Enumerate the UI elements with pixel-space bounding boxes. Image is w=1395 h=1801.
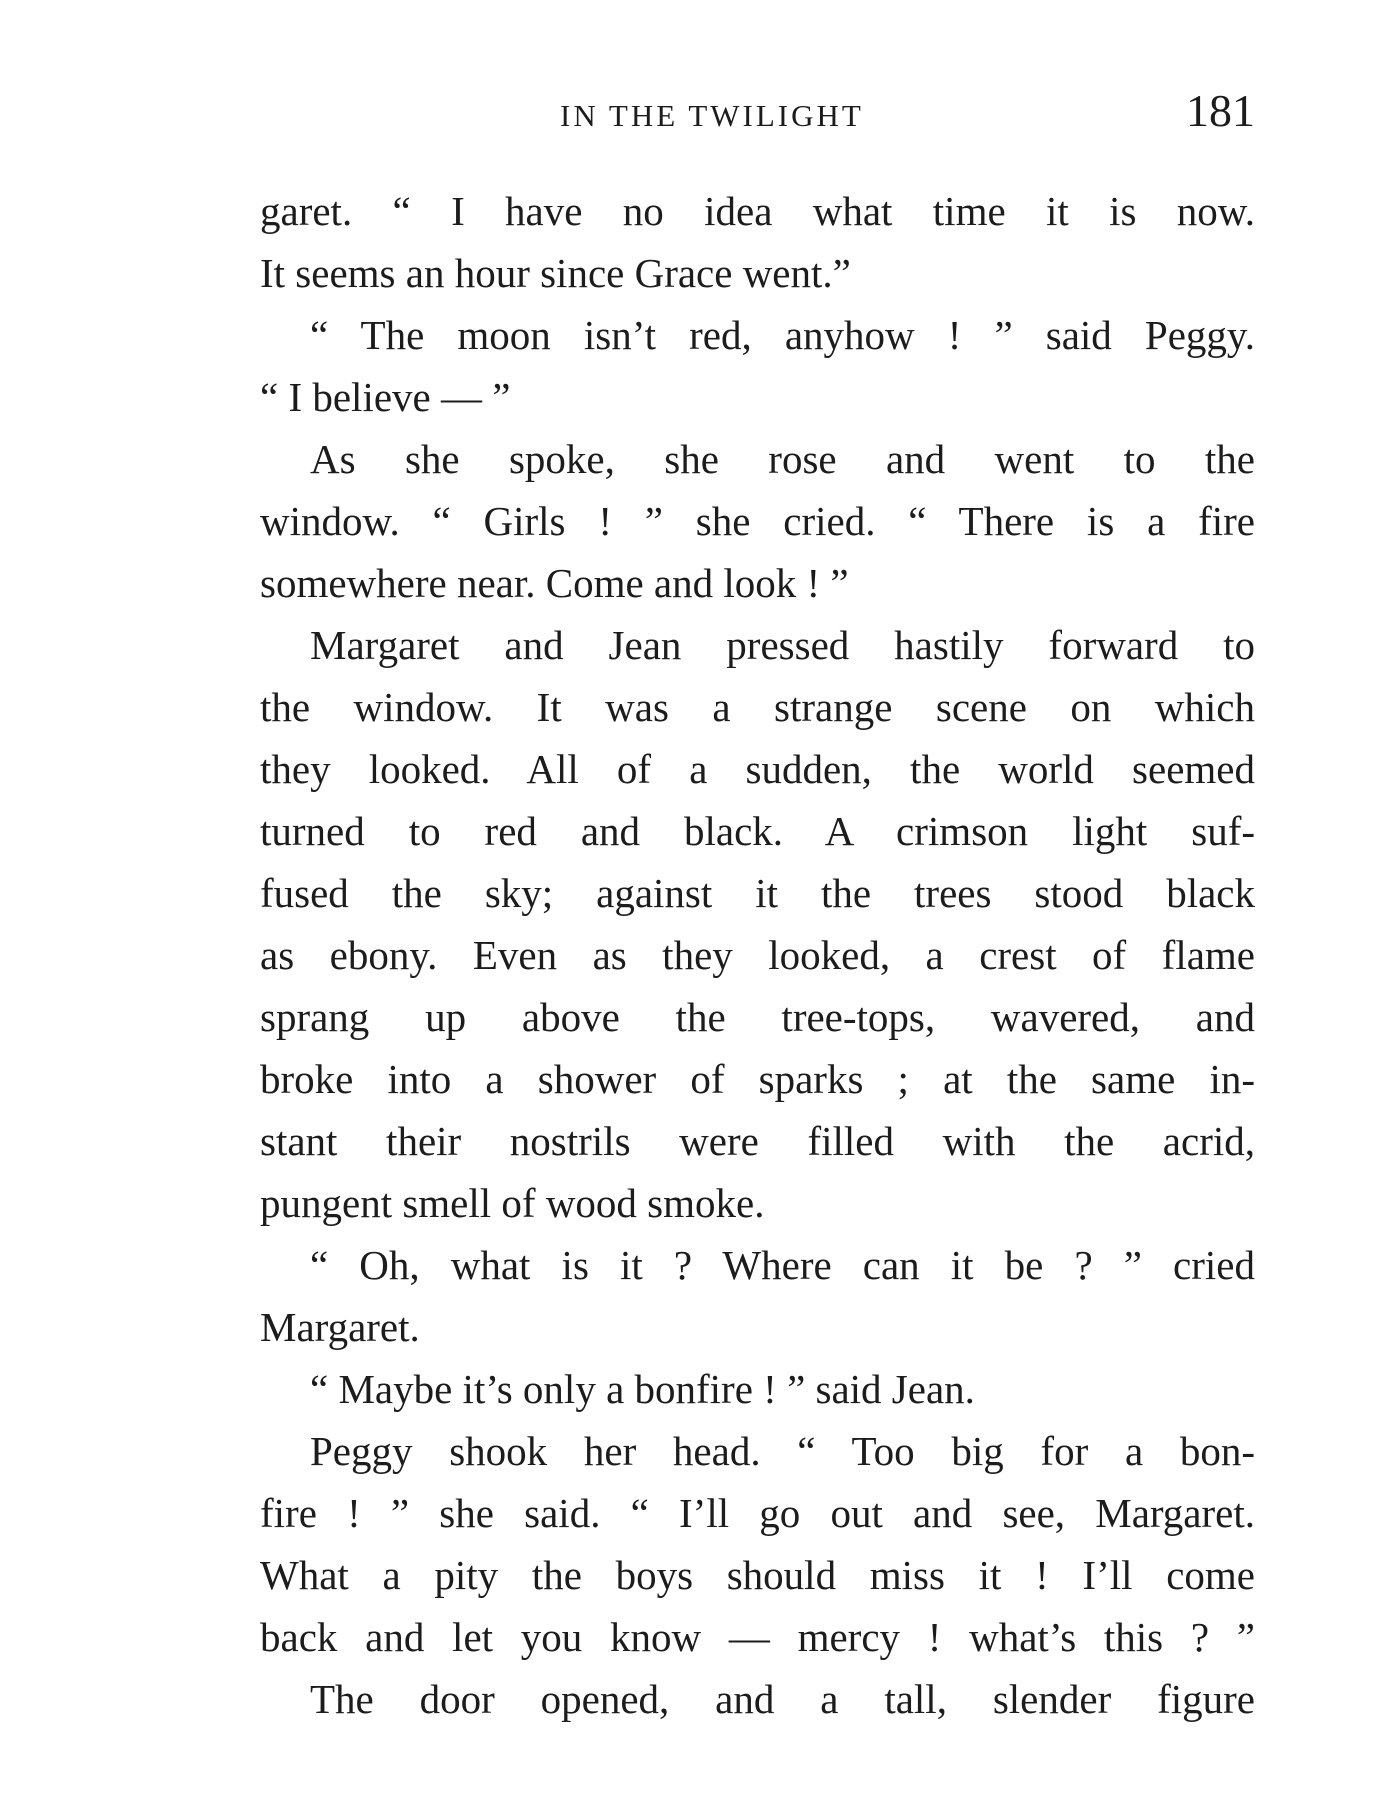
text-line: What a pity the boys should miss it ! I’ll come (260, 1552, 1255, 1598)
text-line: “ Oh, what is it ? Where can it be ? ” cried (310, 1242, 1255, 1288)
text-line: Margaret. (260, 1304, 420, 1350)
text-line: “ Maybe it’s only a bonfire ! ” said Jean. (310, 1366, 975, 1412)
text-line: “ I believe — ” (260, 374, 511, 420)
page-number: 181 (1186, 85, 1255, 136)
text-line: back and let you know — mercy ! what’s this ? ” (260, 1614, 1255, 1660)
text-line: Peggy shook her head. “ Too big for a bon- (310, 1428, 1255, 1474)
text-line: broke into a shower of sparks ; at the same in- (260, 1056, 1255, 1102)
text-line: “ The moon isn’t red, anyhow ! ” said Peggy. (310, 312, 1255, 358)
text-line: as ebony. Even as they looked, a crest of flame (260, 932, 1255, 978)
text-line: The door opened, and a tall, slender figure (310, 1676, 1255, 1722)
text-line: It seems an hour since Grace went.” (260, 250, 851, 296)
text-line: the window. It was a strange scene on which (260, 684, 1255, 730)
text-line: window. “ Girls ! ” she cried. “ There is a fire (260, 498, 1255, 544)
text-line: fire ! ” she said. “ I’ll go out and see, Margaret. (260, 1490, 1255, 1536)
text-line: somewhere near. Come and look ! ” (260, 560, 849, 606)
text-line: pungent smell of wood smoke. (260, 1180, 765, 1226)
text-line: stant their nostrils were filled with the acrid, (260, 1118, 1255, 1164)
text-line: they looked. All of a sudden, the world seemed (260, 746, 1255, 792)
text-line: turned to red and black. A crimson light suf- (260, 808, 1255, 854)
text-line: sprang up above the tree-tops, wavered, and (260, 994, 1255, 1040)
text-line: Margaret and Jean pressed hastily forward to (310, 622, 1255, 668)
body-text (260, 180, 1255, 1730)
text-line: As she spoke, she rose and went to the (310, 436, 1255, 482)
text-line: garet. “ I have no idea what time it is now. (260, 188, 1255, 234)
running-head (260, 78, 1255, 138)
text-line: fused the sky; against it the trees stood black (260, 870, 1255, 916)
running-title: IN THE TWILIGHT (560, 98, 864, 133)
